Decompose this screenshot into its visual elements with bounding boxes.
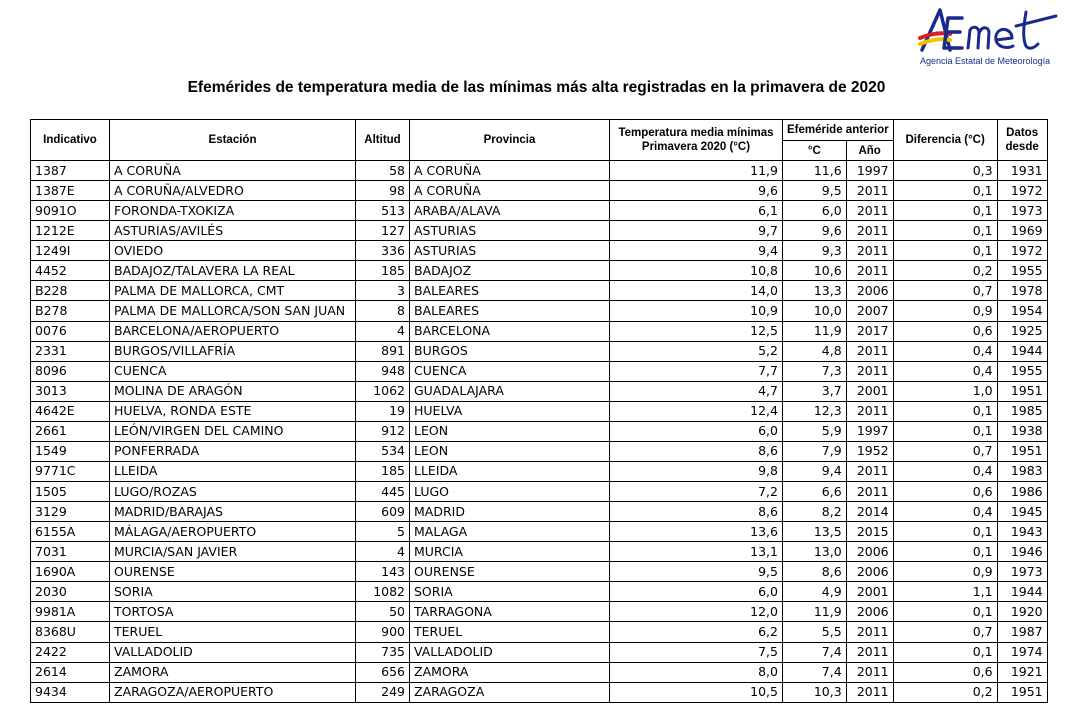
table-row: [31, 321, 1048, 341]
aemet-logo-mark: [916, 4, 1066, 56]
header-temperatura-line2: Primavera 2020 (°C): [641, 141, 751, 153]
cell-altitud: 534: [356, 441, 410, 461]
cell-diferencia: 0,2: [893, 261, 997, 281]
cell-datos-desde: 1920: [997, 602, 1047, 622]
cell-efemeride-grados: 6,0: [783, 201, 847, 221]
cell-estacion: ASTURIAS/AVILÉS: [110, 221, 356, 241]
cell-provincia: CUENCA: [410, 361, 610, 381]
cell-temperatura: 12,5: [610, 321, 783, 341]
table-row: [31, 241, 1048, 261]
cell-efemeride-grados: 8,6: [783, 562, 847, 582]
cell-temperatura: 9,4: [610, 241, 783, 261]
cell-provincia: VALLADOLID: [410, 642, 610, 662]
table-row: [31, 341, 1048, 361]
cell-datos-desde: 1951: [997, 381, 1047, 401]
cell-indicativo: 8096: [31, 361, 110, 381]
cell-provincia: BADAJOZ: [410, 261, 610, 281]
cell-altitud: 1082: [356, 582, 410, 602]
cell-altitud: 143: [356, 562, 410, 582]
ephemerides-table: [30, 119, 1048, 703]
cell-indicativo: 8368U: [31, 622, 110, 642]
cell-efemeride-grados: 7,3: [783, 361, 847, 381]
logo-subtitle: Agencia Estatal de Meteorología: [920, 56, 1051, 66]
cell-efemeride-anio: 1997: [846, 161, 893, 181]
cell-efemeride-anio: 2011: [846, 642, 893, 662]
cell-provincia: MURCIA: [410, 542, 610, 562]
table-row: [31, 682, 1048, 702]
cell-altitud: 8: [356, 301, 410, 321]
cell-temperatura: 7,2: [610, 482, 783, 502]
header-diferencia: Diferencia (°C): [893, 120, 997, 161]
cell-altitud: 513: [356, 201, 410, 221]
cell-provincia: LLEIDA: [410, 461, 610, 481]
cell-provincia: GUADALAJARA: [410, 381, 610, 401]
cell-datos-desde: 1983: [997, 461, 1047, 481]
cell-altitud: 185: [356, 261, 410, 281]
cell-diferencia: 0,2: [893, 682, 997, 702]
cell-altitud: 948: [356, 361, 410, 381]
cell-provincia: LUGO: [410, 482, 610, 502]
cell-efemeride-anio: 2011: [846, 622, 893, 642]
table-row: [31, 261, 1048, 281]
cell-efemeride-grados: 13,3: [783, 281, 847, 301]
table-body: [31, 161, 1048, 703]
table-row: [31, 522, 1048, 542]
cell-altitud: 891: [356, 341, 410, 361]
table-row: [31, 381, 1048, 401]
table-row: [31, 582, 1048, 602]
cell-temperatura: 12,4: [610, 401, 783, 421]
cell-provincia: ARABA/ALAVA: [410, 201, 610, 221]
cell-diferencia: 0,6: [893, 321, 997, 341]
cell-indicativo: 0076: [31, 321, 110, 341]
cell-provincia: OURENSE: [410, 562, 610, 582]
header-temperatura: [610, 120, 783, 161]
cell-temperatura: 7,5: [610, 642, 783, 662]
cell-diferencia: 0,1: [893, 642, 997, 662]
cell-efemeride-anio: 2011: [846, 361, 893, 381]
table-row: [31, 161, 1048, 181]
cell-temperatura: 9,6: [610, 181, 783, 201]
cell-diferencia: 0,9: [893, 562, 997, 582]
cell-datos-desde: 1974: [997, 642, 1047, 662]
cell-diferencia: 0,1: [893, 241, 997, 261]
header-grados: °C: [783, 141, 847, 161]
cell-provincia: ZARAGOZA: [410, 682, 610, 702]
cell-datos-desde: 1921: [997, 662, 1047, 682]
cell-efemeride-anio: 2011: [846, 261, 893, 281]
cell-estacion: ZARAGOZA/AEROPUERTO: [110, 682, 356, 702]
cell-altitud: 98: [356, 181, 410, 201]
cell-provincia: ZAMORA: [410, 662, 610, 682]
cell-efemeride-anio: 2011: [846, 241, 893, 261]
cell-datos-desde: 1925: [997, 321, 1047, 341]
cell-provincia: A CORUÑA: [410, 181, 610, 201]
table-row: [31, 622, 1048, 642]
cell-efemeride-anio: 2011: [846, 201, 893, 221]
cell-diferencia: 0,1: [893, 221, 997, 241]
cell-diferencia: 0,1: [893, 542, 997, 562]
cell-efemeride-anio: 2011: [846, 682, 893, 702]
cell-estacion: PALMA DE MALLORCA, CMT: [110, 281, 356, 301]
cell-datos-desde: 1931: [997, 161, 1047, 181]
cell-efemeride-grados: 7,9: [783, 441, 847, 461]
cell-efemeride-anio: 2006: [846, 562, 893, 582]
cell-temperatura: 13,6: [610, 522, 783, 542]
cell-temperatura: 6,1: [610, 201, 783, 221]
cell-provincia: BALEARES: [410, 301, 610, 321]
cell-temperatura: 9,5: [610, 562, 783, 582]
cell-datos-desde: 1969: [997, 221, 1047, 241]
cell-indicativo: B228: [31, 281, 110, 301]
cell-efemeride-anio: 1952: [846, 441, 893, 461]
cell-temperatura: 8,6: [610, 441, 783, 461]
cell-temperatura: 4,7: [610, 381, 783, 401]
cell-efemeride-grados: 7,4: [783, 662, 847, 682]
cell-efemeride-grados: 7,4: [783, 642, 847, 662]
aemet-logo: [916, 4, 1066, 70]
cell-estacion: SORIA: [110, 582, 356, 602]
cell-temperatura: 5,2: [610, 341, 783, 361]
cell-provincia: TERUEL: [410, 622, 610, 642]
cell-altitud: 249: [356, 682, 410, 702]
table-row: [31, 281, 1048, 301]
cell-estacion: PONFERRADA: [110, 441, 356, 461]
cell-indicativo: 2331: [31, 341, 110, 361]
cell-efemeride-grados: 11,9: [783, 321, 847, 341]
cell-altitud: 4: [356, 542, 410, 562]
cell-altitud: 5: [356, 522, 410, 542]
table-row: [31, 461, 1048, 481]
cell-estacion: A CORUÑA/ALVEDRO: [110, 181, 356, 201]
cell-temperatura: 6,2: [610, 622, 783, 642]
cell-datos-desde: 1954: [997, 301, 1047, 321]
header-anio: Año: [846, 141, 893, 161]
header-estacion: Estación: [110, 120, 356, 161]
cell-datos-desde: 1943: [997, 522, 1047, 542]
cell-estacion: MÁLAGA/AEROPUERTO: [110, 522, 356, 542]
table-row: [31, 642, 1048, 662]
cell-datos-desde: 1945: [997, 502, 1047, 522]
cell-temperatura: 10,8: [610, 261, 783, 281]
cell-datos-desde: 1946: [997, 542, 1047, 562]
cell-indicativo: 1505: [31, 482, 110, 502]
cell-efemeride-anio: 2007: [846, 301, 893, 321]
table-row: [31, 181, 1048, 201]
cell-datos-desde: 1972: [997, 181, 1047, 201]
cell-estacion: ZAMORA: [110, 662, 356, 682]
cell-diferencia: 0,1: [893, 181, 997, 201]
cell-diferencia: 0,7: [893, 622, 997, 642]
cell-datos-desde: 1938: [997, 421, 1047, 441]
cell-estacion: VALLADOLID: [110, 642, 356, 662]
table-row: [31, 401, 1048, 421]
table-row: [31, 361, 1048, 381]
table-row: [31, 221, 1048, 241]
cell-provincia: HUELVA: [410, 401, 610, 421]
cell-diferencia: 0,4: [893, 341, 997, 361]
table-row: [31, 421, 1048, 441]
cell-diferencia: 0,3: [893, 161, 997, 181]
header-temperatura-line1: Temperatura media mínimas: [618, 127, 774, 139]
cell-diferencia: 0,7: [893, 281, 997, 301]
cell-efemeride-grados: 5,5: [783, 622, 847, 642]
cell-altitud: 4: [356, 321, 410, 341]
cell-indicativo: 9434: [31, 682, 110, 702]
table-row: [31, 301, 1048, 321]
cell-estacion: MURCIA/SAN JAVIER: [110, 542, 356, 562]
cell-provincia: SORIA: [410, 582, 610, 602]
cell-estacion: LEÓN/VIRGEN DEL CAMINO: [110, 421, 356, 441]
table-row: [31, 562, 1048, 582]
cell-estacion: TORTOSA: [110, 602, 356, 622]
cell-datos-desde: 1985: [997, 401, 1047, 421]
cell-altitud: 50: [356, 602, 410, 622]
cell-diferencia: 0,6: [893, 662, 997, 682]
cell-indicativo: 1387: [31, 161, 110, 181]
cell-efemeride-anio: 2011: [846, 221, 893, 241]
cell-indicativo: 9091O: [31, 201, 110, 221]
cell-temperatura: 8,0: [610, 662, 783, 682]
cell-efemeride-anio: 2011: [846, 401, 893, 421]
cell-indicativo: 9771C: [31, 461, 110, 481]
cell-estacion: CUENCA: [110, 361, 356, 381]
table-row: [31, 482, 1048, 502]
cell-efemeride-anio: 2011: [846, 181, 893, 201]
cell-indicativo: 7031: [31, 542, 110, 562]
cell-provincia: BURGOS: [410, 341, 610, 361]
cell-indicativo: 1690A: [31, 562, 110, 582]
cell-efemeride-grados: 10,3: [783, 682, 847, 702]
cell-altitud: 127: [356, 221, 410, 241]
cell-efemeride-grados: 12,3: [783, 401, 847, 421]
cell-indicativo: B278: [31, 301, 110, 321]
cell-indicativo: 1249I: [31, 241, 110, 261]
cell-datos-desde: 1955: [997, 261, 1047, 281]
cell-estacion: FORONDA-TXOKIZA: [110, 201, 356, 221]
cell-provincia: BARCELONA: [410, 321, 610, 341]
cell-estacion: A CORUÑA: [110, 161, 356, 181]
cell-datos-desde: 1944: [997, 341, 1047, 361]
cell-altitud: 336: [356, 241, 410, 261]
cell-diferencia: 0,9: [893, 301, 997, 321]
cell-estacion: MADRID/BARAJAS: [110, 502, 356, 522]
cell-diferencia: 0,1: [893, 522, 997, 542]
cell-indicativo: 3013: [31, 381, 110, 401]
cell-efemeride-anio: 2006: [846, 542, 893, 562]
cell-estacion: OVIEDO: [110, 241, 356, 261]
cell-temperatura: 7,7: [610, 361, 783, 381]
table-row: [31, 662, 1048, 682]
cell-altitud: 912: [356, 421, 410, 441]
cell-altitud: 656: [356, 662, 410, 682]
cell-indicativo: 6155A: [31, 522, 110, 542]
cell-datos-desde: 1955: [997, 361, 1047, 381]
cell-estacion: BADAJOZ/TALAVERA LA REAL: [110, 261, 356, 281]
cell-diferencia: 0,1: [893, 421, 997, 441]
table-row: [31, 502, 1048, 522]
cell-temperatura: 10,9: [610, 301, 783, 321]
cell-diferencia: 0,7: [893, 441, 997, 461]
cell-temperatura: 10,5: [610, 682, 783, 702]
cell-efemeride-grados: 5,9: [783, 421, 847, 441]
cell-estacion: OURENSE: [110, 562, 356, 582]
table-row: [31, 201, 1048, 221]
cell-altitud: 900: [356, 622, 410, 642]
cell-estacion: LUGO/ROZAS: [110, 482, 356, 502]
cell-estacion: LLEIDA: [110, 461, 356, 481]
header-datos-desde: [997, 120, 1047, 161]
cell-datos-desde: 1951: [997, 441, 1047, 461]
cell-altitud: 735: [356, 642, 410, 662]
cell-indicativo: 2422: [31, 642, 110, 662]
cell-efemeride-grados: 13,0: [783, 542, 847, 562]
header-datos-line1: Datos: [1006, 127, 1039, 139]
cell-diferencia: 0,4: [893, 461, 997, 481]
cell-indicativo: 1212E: [31, 221, 110, 241]
cell-efemeride-anio: 2015: [846, 522, 893, 542]
cell-efemeride-anio: 1997: [846, 421, 893, 441]
cell-indicativo: 2030: [31, 582, 110, 602]
cell-temperatura: 6,0: [610, 421, 783, 441]
cell-diferencia: 0,4: [893, 361, 997, 381]
cell-datos-desde: 1972: [997, 241, 1047, 261]
table-row: [31, 542, 1048, 562]
cell-efemeride-grados: 11,9: [783, 602, 847, 622]
cell-provincia: LEON: [410, 421, 610, 441]
page-title: Efemérides de temperatura media de las mínimas más alta registradas en la primavera de 2020: [187, 79, 886, 96]
cell-datos-desde: 1986: [997, 482, 1047, 502]
cell-diferencia: 0,1: [893, 602, 997, 622]
header-indicativo: Indicativo: [31, 120, 110, 161]
cell-datos-desde: 1973: [997, 562, 1047, 582]
cell-efemeride-grados: 3,7: [783, 381, 847, 401]
cell-altitud: 19: [356, 401, 410, 421]
cell-efemeride-grados: 9,5: [783, 181, 847, 201]
table-row: [31, 441, 1048, 461]
cell-efemeride-anio: 2011: [846, 341, 893, 361]
header-efemeride-anterior: Efeméride anterior: [783, 120, 894, 141]
cell-indicativo: 4452: [31, 261, 110, 281]
cell-indicativo: 1549: [31, 441, 110, 461]
cell-temperatura: 13,1: [610, 542, 783, 562]
cell-efemeride-grados: 4,9: [783, 582, 847, 602]
cell-efemeride-anio: 2011: [846, 662, 893, 682]
cell-diferencia: 0,6: [893, 482, 997, 502]
header-datos-line2: desde: [1005, 141, 1039, 153]
cell-provincia: ASTURIAS: [410, 221, 610, 241]
cell-indicativo: 2614: [31, 662, 110, 682]
cell-efemeride-grados: 4,8: [783, 341, 847, 361]
cell-efemeride-anio: 2001: [846, 582, 893, 602]
cell-datos-desde: 1978: [997, 281, 1047, 301]
cell-datos-desde: 1944: [997, 582, 1047, 602]
cell-diferencia: 1,0: [893, 381, 997, 401]
cell-efemeride-grados: 11,6: [783, 161, 847, 181]
cell-altitud: 609: [356, 502, 410, 522]
cell-efemeride-anio: 2011: [846, 482, 893, 502]
cell-datos-desde: 1951: [997, 682, 1047, 702]
cell-efemeride-anio: 2006: [846, 281, 893, 301]
cell-altitud: 445: [356, 482, 410, 502]
cell-provincia: BALEARES: [410, 281, 610, 301]
cell-diferencia: 1,1: [893, 582, 997, 602]
cell-indicativo: 3129: [31, 502, 110, 522]
cell-temperatura: 9,7: [610, 221, 783, 241]
cell-indicativo: 9981A: [31, 602, 110, 622]
cell-temperatura: 9,8: [610, 461, 783, 481]
cell-estacion: BURGOS/VILLAFRÍA: [110, 341, 356, 361]
cell-estacion: PALMA DE MALLORCA/SON SAN JUAN: [110, 301, 356, 321]
cell-efemeride-grados: 9,6: [783, 221, 847, 241]
cell-temperatura: 11,9: [610, 161, 783, 181]
cell-efemeride-anio: 2014: [846, 502, 893, 522]
cell-provincia: LEON: [410, 441, 610, 461]
cell-altitud: 185: [356, 461, 410, 481]
cell-temperatura: 6,0: [610, 582, 783, 602]
cell-datos-desde: 1973: [997, 201, 1047, 221]
cell-estacion: TERUEL: [110, 622, 356, 642]
cell-diferencia: 0,1: [893, 201, 997, 221]
cell-altitud: 3: [356, 281, 410, 301]
cell-temperatura: 12,0: [610, 602, 783, 622]
cell-estacion: MOLINA DE ARAGÓN: [110, 381, 356, 401]
cell-efemeride-anio: 2017: [846, 321, 893, 341]
cell-provincia: TARRAGONA: [410, 602, 610, 622]
cell-efemeride-anio: 2001: [846, 381, 893, 401]
cell-temperatura: 14,0: [610, 281, 783, 301]
cell-efemeride-grados: 10,0: [783, 301, 847, 321]
cell-indicativo: 4642E: [31, 401, 110, 421]
cell-provincia: ASTURIAS: [410, 241, 610, 261]
cell-efemeride-grados: 13,5: [783, 522, 847, 542]
cell-estacion: BARCELONA/AEROPUERTO: [110, 321, 356, 341]
cell-efemeride-grados: 10,6: [783, 261, 847, 281]
cell-diferencia: 0,1: [893, 401, 997, 421]
header-provincia: Provincia: [410, 120, 610, 161]
cell-temperatura: 8,6: [610, 502, 783, 522]
cell-efemeride-grados: 9,4: [783, 461, 847, 481]
cell-provincia: A CORUÑA: [410, 161, 610, 181]
table-row: [31, 602, 1048, 622]
cell-indicativo: 2661: [31, 421, 110, 441]
cell-efemeride-grados: 9,3: [783, 241, 847, 261]
cell-efemeride-anio: 2011: [846, 461, 893, 481]
header-altitud: Altitud: [356, 120, 410, 161]
cell-efemeride-grados: 8,2: [783, 502, 847, 522]
cell-datos-desde: 1987: [997, 622, 1047, 642]
cell-indicativo: 1387E: [31, 181, 110, 201]
cell-provincia: MALAGA: [410, 522, 610, 542]
cell-altitud: 58: [356, 161, 410, 181]
cell-provincia: MADRID: [410, 502, 610, 522]
cell-diferencia: 0,4: [893, 502, 997, 522]
cell-efemeride-grados: 6,6: [783, 482, 847, 502]
cell-altitud: 1062: [356, 381, 410, 401]
cell-estacion: HUELVA, RONDA ESTE: [110, 401, 356, 421]
cell-efemeride-anio: 2006: [846, 602, 893, 622]
